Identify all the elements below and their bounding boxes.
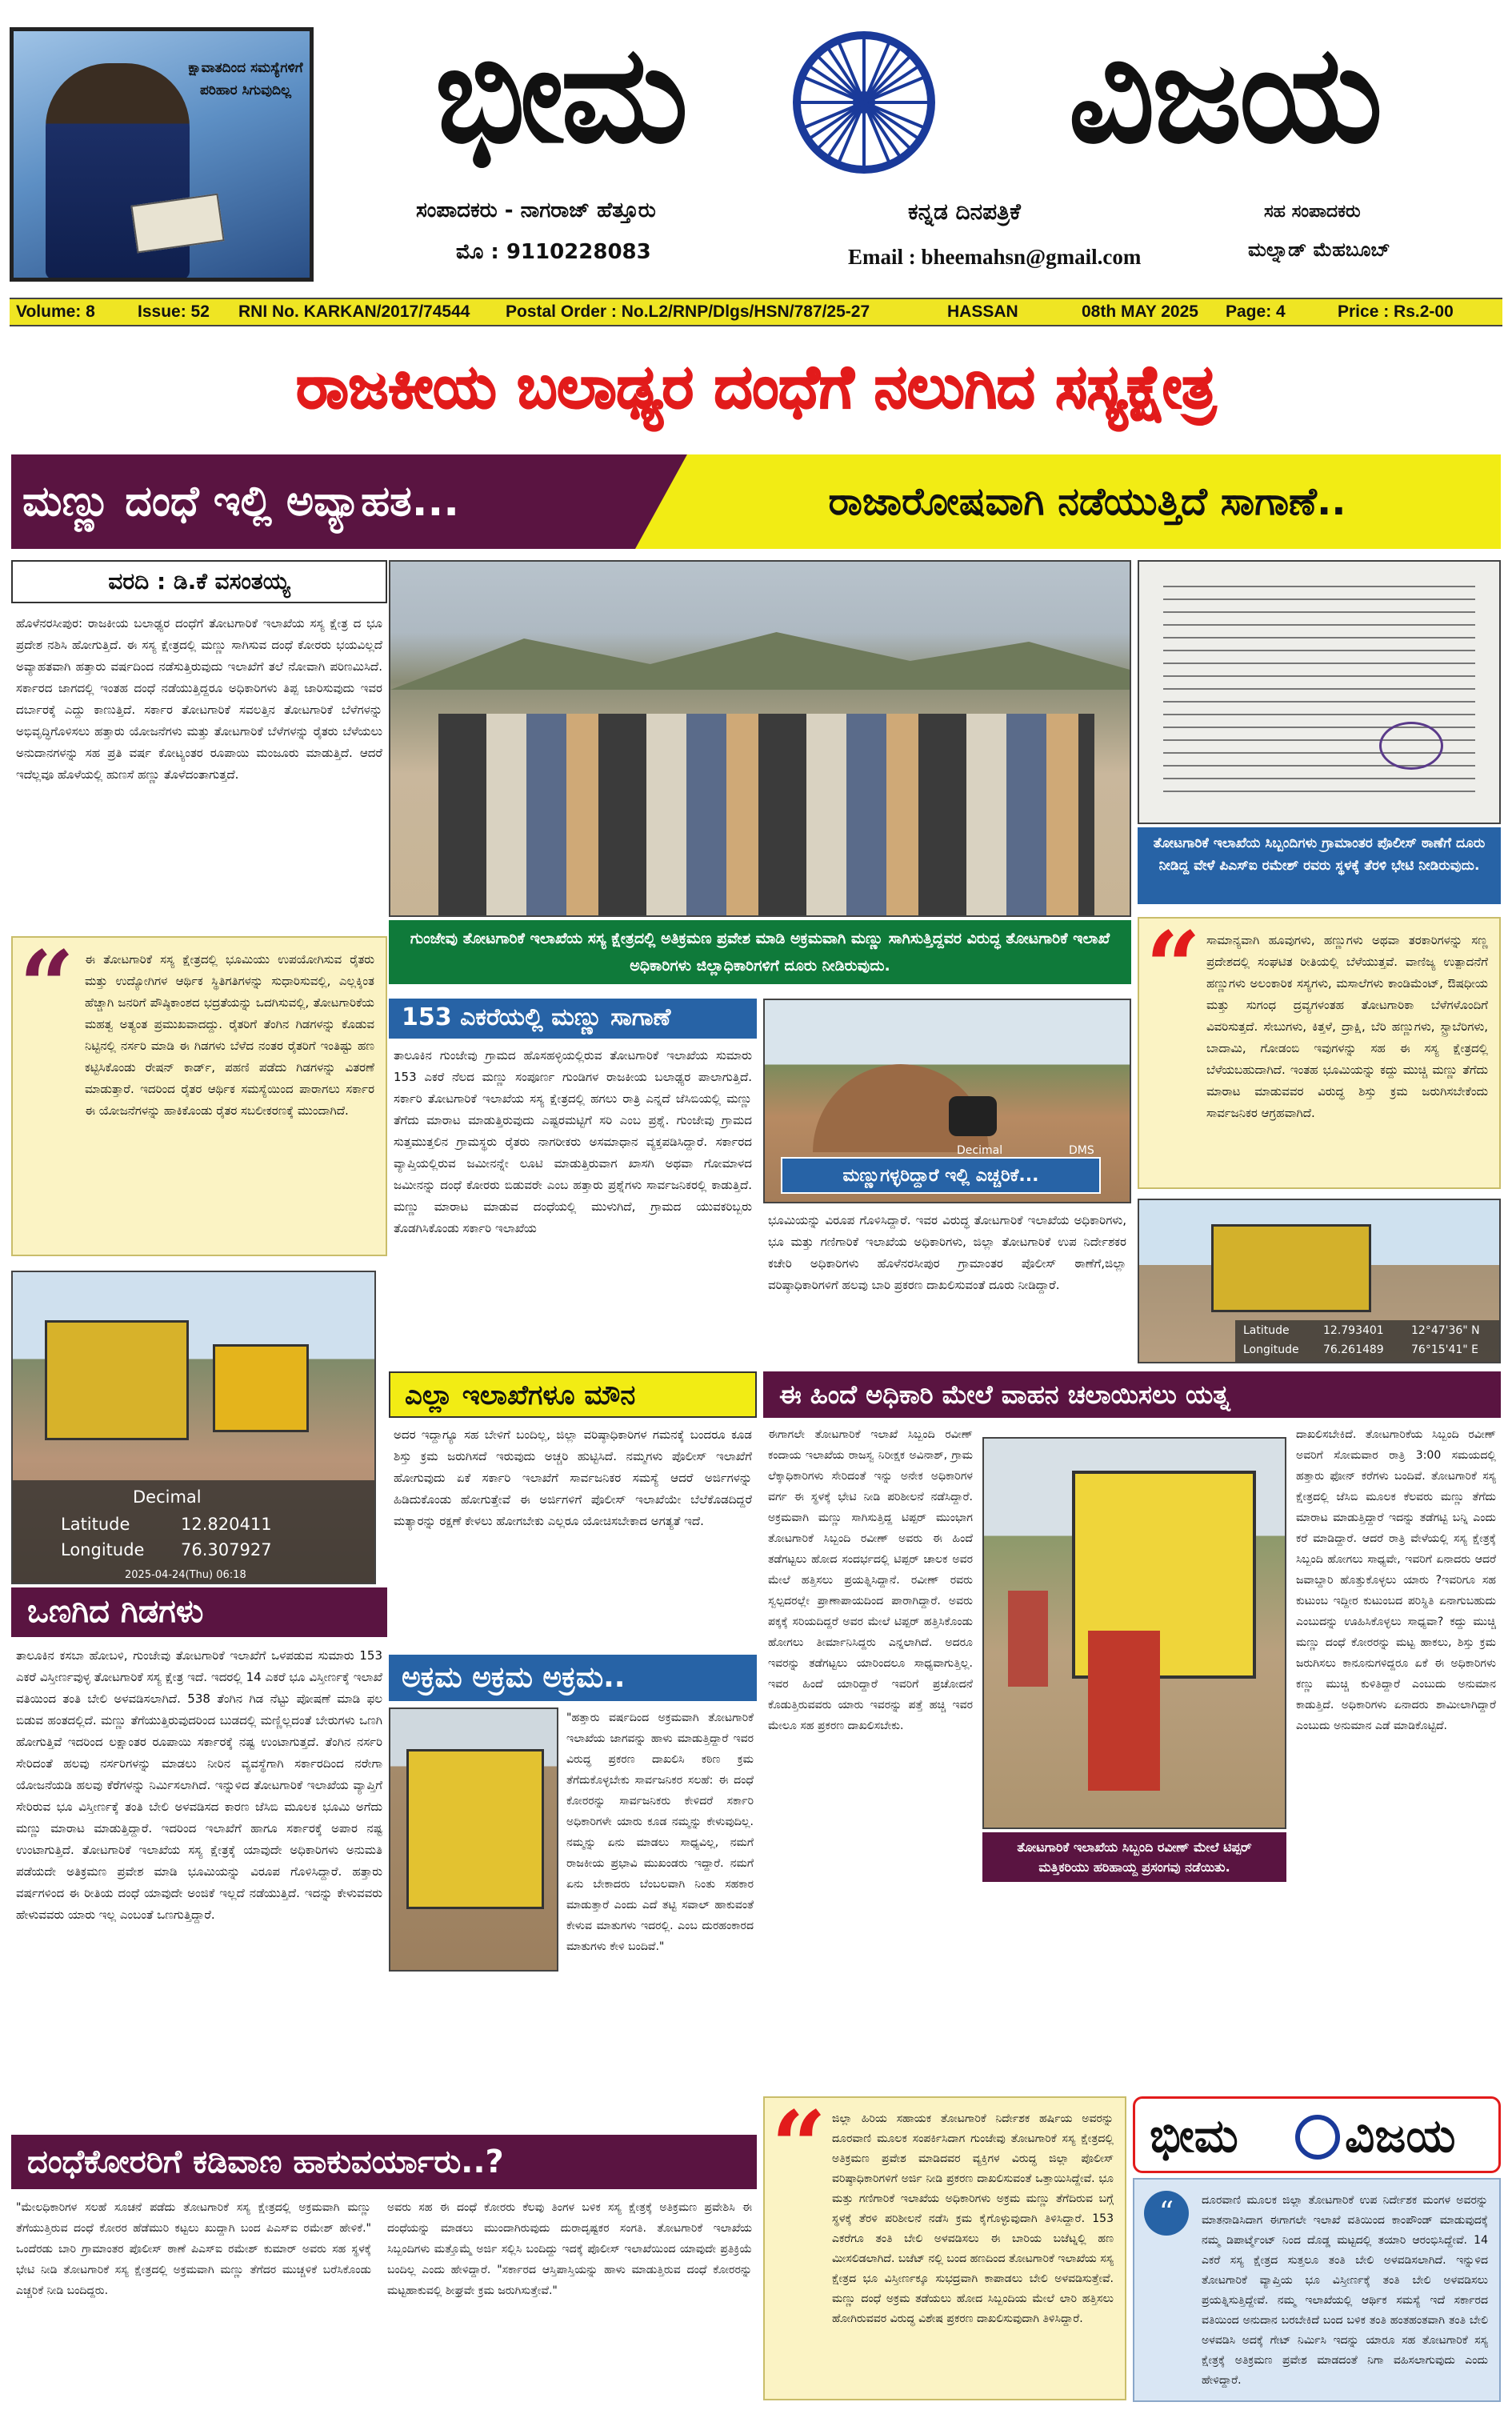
photo-hills-shape [390,626,1131,690]
akrama-heading: ಅಕ್ರಮ ಅಕ್ರಮ ಅಕ್ರಮ.. [389,1655,757,1701]
mid-gps-dms: DMS [1069,1144,1094,1157]
banner-right-text: ರಾಜಾರೋಷವಾಗಿ ನಡೆಯುತ್ತಿದೆ ಸಾಗಾಣೆ.. [828,479,1346,524]
photo-truck-shape [45,1320,189,1440]
ogida-heading: ಒಣಗಿದ ಗಿಡಗಳು [11,1587,387,1637]
paper-type: ಕನ್ನಡ ದಿನಪತ್ರಿಕೆ [908,198,1021,225]
right-gps-lon-label: Longitude [1243,1343,1299,1356]
issue: Issue: 52 [138,302,210,321]
city: HASSAN [947,302,1018,321]
logo-quote-text: ದೂರವಾಣಿ ಮೂಲಕ ಜಿಲ್ಲಾ ತೋಟಗಾರಿಕೆ ಉಪ ನಿರ್ದೇಶಕ ಮಂಗಳ ಅವರನ್ನು ಮಾತನಾಡಿಸಿದಾಗ ಈಗಾಗಲೇ ಇಲಾಖೆ ವತಿಯಿಂದ ಕಾಂಪೌಂಡ್ ಮಾಡುವುದಕ್ಕೆ ನಮ್ಮ ಡಿಪಾರ್ಟ್ಮೆಂಟ್ ನಿಂದ ದೊಡ್ಡ ಮಟ್ಟದಲ್ಲಿ ತಯಾರಿ ಆರಂಭಿಸಿದ್ದೇವೆ. 14 ಎಕರೆ ಸಸ್ಯ ಕ್ಷೇತ್ರದ ಸುತ್ತಲೂ ತಂತಿ ಬೇಲಿ ಅಳವಡಿಸಲಾಗಿದೆ. ಇನ್ನುಳಿದ ತೋಟಗಾರಿಕೆ ವ್ಯಾಪ್ತಿಯ ಭೂ ವಿಸ್ತೀರ್ಣಕ್ಕೆ ತಂತಿ ಬೇಲಿ ಅಳವಡಿಸಲು ಪ್ರಯತ್ನಿಸುತ್ತಿದ್ದೇವೆ. ನಮ್ಮ ಇಲಾಖೆಯಲ್ಲಿ ಆರ್ಥಿಕ ಸಮಸ್ಯೆ ಇದೆ ಸರ್ಕಾರದ ವತಿಯಿಂದ ಅನುದಾನ ಬರಬೇಕಿದೆ ಬಂದ ಬಳಿಕ ತಂತಿ ಹಂತಹಂತವಾಗಿ ತಂತಿ ಬೇಲಿ ಅಳವಡಿಸಿ ಅದಕ್ಕೆ ಗೇಟ್ ನಿರ್ಮಿಸಿ ಇದನ್ನು ಯಾರೂ ಸಹ ತೋಟಗಾರಿಕೆ ಸಸ್ಯ ಕ್ಷೇತ್ರಕ್ಕೆ ಅತಿಕ್ರಮಣ ಪ್ರವೇಶ ಮಾಡದಂತೆ ನಿಗಾ ವಹಿಸಲಾಗುವುದು ಎಂದು ಹೇಳಿದ್ದಾರೆ. [1202,2194,1488,2387]
issue-date: 08th MAY 2025 [1082,302,1198,321]
right-gps-lat-dms: 12°47'36" N [1411,1324,1480,1337]
masthead-title-left: ಭೀಮ [434,16,686,173]
byline [11,560,387,603]
right-truck-shape [1211,1224,1371,1312]
gps-decimal-label: Decimal [133,1487,202,1507]
right-gps-truck-photo [1138,1199,1501,1363]
photo-jcb-shape [213,1344,309,1432]
right-quote-text: ಸಾಮಾನ್ಯವಾಗಿ ಹೂವುಗಳು, ಹಣ್ಣುಗಳು ಅಥವಾ ತರಕಾರಿಗಳನ್ನು ಸಣ್ಣ ಪ್ರದೇಶದಲ್ಲಿ ಸಂಘಟಿತ ರೀತಿಯಲ್ಲಿ ಬೆಳೆಯುತ್ತವೆ. ವಾಣಿಜ್ಯ ಉತ್ಪಾದನೆಗೆ ಹಣ್ಣುಗಳು ಅಲಂಕಾರಿಕ ಸಸ್ಯಗಳು, ಮಸಾಲೆಗಳು ಕಾಂಡಿಮೆಂಟ್, ಔಷಧೀಯ ಮತ್ತು ಸುಗಂಧ ದ್ರವ್ಯಗಳಂತಹ ತೋಟಗಾರಿಕಾ ಬೆಳೆಗಳೊಂದಿಗೆ ವಿವರಿಸುತ್ತದೆ. ಸೇಬುಗಳು, ಕಿತ್ತಳೆ, ದ್ರಾಕ್ಷಿ, ಬೆರಿ ಹಣ್ಣುಗಳು, ಸ್ಟ್ರಾಬೆರಿಗಳು, ಬಾದಾಮಿ, ಗೋಡಂಬಿ ಇವುಗಳನ್ನು ಸಹ ಈ ಸಸ್ಯ ಕ್ಷೇತ್ರದಲ್ಲಿ ಬೆಳೆಯಬಹುದಾಗಿದೆ. ಇಂತಹ ಭೂಮಿಯನ್ನು ಕದ್ದು ಮುಚ್ಚಿ ಮಣ್ಣು ತೆಗೆದು ಮಾರಾಟ ಮಾಡುವವರ ವಿರುದ್ಧ ಶಿಸ್ತು ಕ್ರಮ ಜರುಗಿಸಬೇಕೆಂದು ಸಾರ್ವಜನಿಕರ ಆಗ್ರಹವಾಗಿದೆ. [1206,933,1488,1120]
gps-lon-label: Longitude [61,1540,145,1559]
postal-order: Postal Order : No.L2/RNP/Dlgs/HSN/787/25-27 [506,302,870,321]
masthead-title-right: ವಿಜಯ [1068,16,1380,173]
co-editor-label: ಸಹ ಸಂಪಾದಕರು [1264,202,1361,222]
section153-text: ತಾಲೂಕಿನ ಗುಂಜೇವು ಗ್ರಾಮದ ಹೊಸಹಳ್ಳಿಯಲ್ಲಿರುವ ತೋಟಗಾರಿಕೆ ಇಲಾಖೆಯ ಸುಮಾರು 153 ಎಕರೆ ನೆಲದ ಮಣ್ಣು ಸಂಪೂರ್ಣ ಗುಂಡಿಗಳ ರಾಜಕೀಯ ಬಲಾಢ್ಯರ ಪಾಲಾಗುತ್ತಿದೆ. ಸರ್ಕಾರಿ ತೋಟಗಾರಿಕೆ ಇಲಾಖೆಯ ಸಸ್ಯ ಕ್ಷೇತ್ರದಲ್ಲಿ ಹಗಲು ರಾತ್ರಿ ಎನ್ನದೆ ಜೆಸಿಬಿಯಲ್ಲಿ ಮಣ್ಣು ತೆಗೆದು ಮಾರಾಟ ಮಾಡುತ್ತಿರುವುದು ಎಷ್ಟರಮಟ್ಟಿಗೆ ಸರಿ ಎಂಬ ಪ್ರಶ್ನೆ. ಗುಂಜೇವು ಗ್ರಾಮದ ಸುತ್ತಮುತ್ತಲಿನ ಗ್ರಾಮಸ್ಥರು ರೈತರು ನಾಗರೀಕರು ಅಸಮಾಧಾನ ವ್ಯಕ್ತಪಡಿಸಿದ್ದಾರೆ. ಸರ್ಕಾರದ ವ್ಯಾಪ್ತಿಯಲ್ಲಿರುವ ಜಮೀನನ್ನೇ ಲೂಟಿ ಮಾಡುತ್ತಿರುವಾಗ ಖಾಸಗಿ ಅಥವಾ ಗೋಮಾಳದ ಜಮೀನನ್ನು ದಂಧೆ ಕೋರರು ಬಿಡುವರೇ ಎಂಬ ಹತ್ತಾರು ಪ್ರಶ್ನೆಗಳು ಸಾರ್ವಜನಿಕರಲ್ಲಿ ಕಾಡುತ್ತಿದೆ. ಮಣ್ಣು ಮಾರಾಟ ಮಾಡುವ ದಂಧೆಯಲ್ಲಿ ಮುಳುಗಿದೆ, ಗ್ರಾಮದ ಯುವಕರಿಬ್ಬರು ತೊಡಗಿಸಿಕೊಂಡು ಸರ್ಕಾರಿ ಇಲಾಖೆಯ [394,1048,752,1235]
gps-lat-value: 12.820411 [181,1515,272,1534]
right-gps-lat: 12.793401 [1323,1324,1384,1337]
editor-phone: ಮೊ : 9110228083 [456,240,651,264]
ambedkar-portrait [10,27,314,282]
col1-quote-text: ಈ ತೋಟಗಾರಿಕೆ ಸಸ್ಯ ಕ್ಷೇತ್ರದಲ್ಲಿ ಭೂಮಿಯು ಉಪಯೋಗಿಸುವ ರೈತರು ಮತ್ತು ಉದ್ಯೋಗಿಗಳ ಆರ್ಥಿಕ ಸ್ಥಿತಿಗತಿಗಳನ್ನು ಸುಧಾರಿಸುವಲ್ಲಿ, ಎಲ್ಲಕ್ಕಿಂತ ಹೆಚ್ಚಾಗಿ ಜನರಿಗೆ ಪೌಷ್ಠಿಕಾಂಶದ ಭದ್ರತೆಯನ್ನು ಒದಗಿಸುವಲ್ಲಿ, ತೋಟಗಾರಿಕೆಯ ಮಹತ್ವ ಅತ್ಯಂತ ಪ್ರಮುಖವಾದದ್ದು. ರೈತರಿಗೆ ತೆಂಗಿನ ಗಿಡಗಳನ್ನು ಕೊಡುವ ನಿಟ್ಟಿನಲ್ಲಿ ನರ್ಸರಿ ಮಾಡಿ ಈ ಗಿಡಗಳು ಬೆಳೆದ ನಂತರ ರೈತರಿಗೆ ಇಂತಿಷ್ಟು ಹಣ ಕಟ್ಟಿಸಿಕೊಂಡು ರೇಷನ್ ಕಾರ್ಡ್, ಪಹಣಿ ಪಡೆದು ಗಿಡಗಳನ್ನು ವಿತರಣೆ ಮಾಡುತ್ತಾರೆ. ಇದರಿಂದ ರೈತರ ಆರ್ಥಿಕ ಸಮಸ್ಯೆಯಿಂದ ಪಾರಾಗಲು ಸರ್ಕಾರ ಈ ಯೋಜನೆಗಳನ್ನು ಹಾಕಿಕೊಂಡು ರೈತರ ಸಬಲೀಕರಣಕ್ಕೆ ಮುಂದಾಗಿದೆ. [85,952,374,1118]
document-photo-caption: ತೋಟಗಾರಿಕೆ ಇಲಾಖೆಯ ಸಿಬ್ಬಂದಿಗಳು ಗ್ರಾಮಾಂತರ ಪೊಲೀಸ್ ಠಾಣೆಗೆ ದೂರು ನೀಡಿದ್ದ ವೇಳೆ ಪಿಎಸ್‌ಐ ರಮೇಶ್ ರವರು ಸ್ಥಳಕ್ಕೆ ತೆರಳಿ ಭೇಟಿ ನೀಡಿರುವುದು. [1138,827,1501,904]
price: Price : Rs.2-00 [1338,302,1454,321]
logo-quote-box [1133,2178,1501,2402]
chat-quote-icon: “ [1144,2191,1189,2236]
truck-confrontation-photo [982,1437,1286,1829]
right-gps-lon-dms: 76°15'41" E [1411,1343,1479,1356]
bottom-quote-text: ಜಿಲ್ಲಾ ಹಿರಿಯ ಸಹಾಯಕ ತೋಟಗಾರಿಕೆ ನಿರ್ದೇಶಕ ಹರ್ಷಿಯ ಅವರನ್ನು ದೂರವಾಣಿ ಮೂಲಕ ಸಂಪರ್ಕಿಸಿದಾಗ ಗುಂಜೇವು ತೋಟಗಾರಿಕೆ ಸಸ್ಯ ಕ್ಷೇತ್ರದಲ್ಲಿ ಅತಿಕ್ರಮಣ ಪ್ರವೇಶ ಮಾಡಿದವರ ವ್ಯಕ್ತಿಗಳ ವಿರುದ್ಧ ಜಿಲ್ಲಾ ಪೊಲೀಸ್ ವರಿಷ್ಠಾಧಿಕಾರಿಗಳಿಗೆ ಅರ್ಜಿ ನೀಡಿ ಪ್ರಕರಣ ದಾಖಲಿಸುವಂತೆ ಒತ್ತಾಯಿಸಿದ್ದೇವೆ. ಭೂ ಮತ್ತು ಗಣಿಗಾರಿಕೆ ಇಲಾಖೆಯ ಅಧಿಕಾರಿಗಳು ಅಕ್ರಮ ಮಣ್ಣು ತೆಗೆದಿರುವ ಬಗ್ಗೆ ಸ್ಥಳಕ್ಕೆ ತೆರಳಿ ಪರಿಶೀಲನೆ ನಡೆಸಿ ಕ್ರಮ ಕೈಗೊಳ್ಳುವುದಾಗಿ ತಿಳಿಸಿದ್ದಾರೆ. 153 ಎಕರೆಗೂ ತಂತಿ ಬೇಲಿ ಅಳವಡಿಸಲು ಈ ಬಾರಿಯ ಬಜೆಟ್ನಲ್ಲಿ ಹಣ ಮೀಸಲಿಡಲಾಗಿದೆ. ಬಜೆಟ್ ನಲ್ಲಿ ಬಂದ ಹಣದಿಂದ ತೋಟಗಾರಿಕೆ ಇಲಾಖೆಯ ಸಸ್ಯ ಕ್ಷೇತ್ರದ ಭೂ ವಿಸ್ತೀರ್ಣಕ್ಕೂ ಸುಭದ್ರವಾಗಿ ಕಾಪಾಡಲು ಬೇಲಿ ಅಳವಡಿಸುತ್ತೇವೆ. ಮಣ್ಣು ದಂಧೆ ಅಕ್ರಮ ತಡೆಯಲು ಹೋದ ಸಿಬ್ಬಂದಿಯ ಮೇಲೆ ಲಾರಿ ಹತ್ತಿಸಲು ಹೋಗಿರುವವರ ವಿರುದ್ಧ ವಿಶೇಷ ಪ್ರಕರಣ ದಾಖಲಿಸುವುದಾಗಿ ತಿಳಿಸಿದ್ದಾರೆ. [832,2112,1114,2325]
gps-lat-label: Latitude [61,1515,130,1534]
mid-right-text: ಭೂಮಿಯನ್ನು ವಿರೂಪ ಗೊಳಿಸಿದ್ದಾರೆ. ಇವರ ವಿರುದ್ಧ ತೋಟಗಾರಿಕೆ ಇಲಾಖೆಯ ಅಧಿಕಾರಿಗಳು, ಭೂ ಮತ್ತು ಗಣಿಗಾರಿಕೆ ಇಲಾಖೆಯ ಅಧಿಕಾರಿಗಳು, ಜಿಲ್ಲಾ ತೋಟಗಾರಿಕೆ ಉಪ ನಿರ್ದೇಶಕರ ಕಚೇರಿ ಅಧಿಕಾರಿಗಳು ಹೊಳೆನರಸೀಪುರ ಗ್ರಾಮಾಂತರ ಪೊಲೀಸ್ ಠಾಣೆಗೆ,ಜಿಲ್ಲಾ ವರಿಷ್ಠಾಧಿಕಾರಿಗಳಿಗೆ ಹಲವು ಬಾರಿ ಪ್ರಕರಣ ದಾಖಲಿಸುವಂತೆ ದೂರು ನೀಡಿದ್ದಾರೆ. [768,1213,1126,1292]
bottom-quote-box [763,2096,1126,2400]
document-lines [1163,586,1475,802]
photo-timestamp: 2025-04-24(Thu) 06:18 [125,1569,246,1581]
small-logo-right: ವಿಜಯ [1345,2108,1456,2163]
mid-gps-decimal: Decimal [957,1144,1003,1157]
right-gps-lat-label: Latitude [1243,1324,1290,1337]
hinde-text-right: ದಾಖಲಿಸಬೇಕಿದೆ. ತೋಟಗಾರಿಕೆಯ ಸಿಬ್ಬಂದಿ ರವೀಣ್ ಅವರಿಗೆ ಸೋಮವಾರ ರಾತ್ರಿ 3:00 ಸಮಯದಲ್ಲಿ ಹತ್ತಾರು ಫೋನ್ ಕರೆಗಳು ಬಂದಿವೆ. ತೋಟಗಾರಿಕೆ ಸಸ್ಯ ಕ್ಷೇತ್ರದಲ್ಲಿ ಜೆಸಿಬಿ ಮೂಲಕ ಕೆಲವರು ಮಣ್ಣು ತೆಗೆದು ಮಾರಾಟ ಮಾಡುತ್ತಿದ್ದಾರೆ ಇದನ್ನು ತಡೆಗಟ್ಟಿ ಬನ್ನಿ ಎಂದು ಕರೆ ಮಾಡಿದ್ದಾರೆ. ಆದರೆ ರಾತ್ರಿ ವೇಳೆಯಲ್ಲಿ ಸಸ್ಯ ಕ್ಷೇತ್ರಕ್ಕೆ ಸಿಬ್ಬಂದಿ ಹೋಗಲು ಸಾಧ್ಯವೇ, ಇವರಿಗೆ ಏನಾದರು ಆದರೆ ಜವಾಬ್ದಾರಿ ಹೊತ್ತುಕೊಳ್ಳಲು ಯಾರು ?ಇವರಿಗೂ ಸಹ ಕುಟುಂಬ ಇದ್ದೀರ ಕುಟುಂಬದ ಪರಿಸ್ಥಿತಿ ಏನಾಗುಬಹುದು ಎಂಬುದನ್ನು ಊಹಿಸಿಕೊಳ್ಳಲು ಸಾಧ್ಯವಾ? ಕದ್ದು ಮುಚ್ಚಿ ಮಣ್ಣು ದಂಧೆ ಕೋರರನ್ನು ಮಟ್ಟ ಹಾಕಲು, ಶಿಸ್ತು ಕ್ರಮ ಜರುಗಿಸಲು ಕಾನೂನುಗಳಿದ್ದರೂ ಏಕೆ ಈ ಅಧಿಕಾರಿಗಳು ಕಣ್ಣು ಮುಚ್ಚಿ ಕುಳಿತಿದ್ದಾರೆ ಎಂಬುದು ಅನುಮಾನ ಕಾಡುತ್ತಿದೆ. ಅಧಿಕಾರಿಗಳು ಏನಾದರು ಶಾಮೀಲಾಗಿದ್ದಾರೆ ಎಂಬುದು ಅನುಮಾನ ಎಡೆ ಮಾಡಿಕೊಟ್ಟಿದೆ. [1296,1428,1496,1732]
gps-overlay [13,1480,376,1584]
hinde-text-left: ಈಗಾಗಲೇ ತೋಟಗಾರಿಕೆ ಇಲಾಖೆ ಸಿಬ್ಬಂದಿ ರವೀಣ್ ಕಂದಾಯ ಇಲಾಖೆಯ ರಾಜಸ್ವ ನಿರೀಕ್ಷಕ ಅವಿನಾಶ್, ಗ್ರಾಮ ಲೆಕ್ಕಾಧಿಕಾರಿಗಳು ಸೇರಿದಂತೆ ಇನ್ನು ಅನೇಕ ಅಧಿಕಾರಿಗಳ ವರ್ಗ ಈ ಸ್ಥಳಕ್ಕೆ ಭೇಟಿ ನೀಡಿ ಪರಿಶೀಲನೆ ನಡೆಸಿದ್ದಾರೆ. ಅಕ್ರಮವಾಗಿ ಮಣ್ಣು ಸಾಗಿಸುತ್ತಿದ್ದ ಟಿಪ್ಪರ್ ಮುಂಭಾಗ ತೋಟಗಾರಿಕೆ ಸಿಬ್ಬಂದಿ ರವೀಣ್ ಅವರು ಈ ಹಿಂದೆ ತಡೆಗಟ್ಟಲು ಹೋದ ಸಂದರ್ಭದಲ್ಲಿ ಟಿಪ್ಪರ್ ಚಾಲಕ ಅವರ ಮೇಲೆ ಹತ್ತಿಸಲು ಪ್ರಯತ್ನಿಸಿದ್ದಾನೆ. ರವೀಣ್ ರವರು ಸ್ವಲ್ಪದರಲ್ಲೇ ಪ್ರಾಣಾಪಾಯದಿಂದ ಪಾರಾಗಿದ್ದಾರೆ. ಅವರು ಪಕ್ಕಕ್ಕೆ ಸರಿಯದಿದ್ದರೆ ಅವರ ಮೇಲೆ ಟಿಪ್ಪರ್ ಹತ್ತಿಸಿಕೊಂಡು ಹೋಗಲು ತೀರ್ಮಾನಿಸಿದ್ದರು ಎನ್ನಲಾಗಿದೆ. ಅದರೂ ಇವರನ್ನು ತಡೆಗಟ್ಟಲು ಯಾರಿಂದಲೂ ಸಾಧ್ಯವಾಗುತ್ತಿಲ್ಲ. ಇವರ ಹಿಂದೆ ಯಾರಿದ್ದಾರೆ ಇವರಿಗೆ ಪ್ರಚೋದನೆ ಕೊಡುತ್ತಿರುವವರು ಯಾರು ಇವರನ್ನು ಪತ್ತೆ ಹಚ್ಚಿ ಇವರ ಮೇಲೂ ಸಹ ಪ್ರಕರಣ ದಾಖಲಿಸಬೇಕು. [768,1428,973,1732]
col1-intro: ಹೊಳೆನರಸೀಪುರ: ರಾಜಕೀಯ ಬಲಾಢ್ಯರ ದಂಧೆಗೆ ತೋಟಗಾರಿಕೆ ಇಲಾಖೆಯ ಸಸ್ಯ ಕ್ಷೇತ್ರ ದ ಭೂ ಪ್ರದೇಶ ನಶಿಸಿ ಹೋಗುತ್ತಿದೆ. ಈ ಸಸ್ಯ ಕ್ಷೇತ್ರದಲ್ಲಿ ಮಣ್ಣು ಸಾಗಿಸುವ ದಂಧೆ ಕೋರರು ಭಯವಿಲ್ಲದೆ ಅವ್ಯಾಹತವಾಗಿ ಹತ್ತಾರು ವರ್ಷದಿಂದ ನಡೆಸುತ್ತಿರುವುದು ಇಲಾಖೆಗೆ ತಲೆ ನೋವಾಗಿ ಪರಿಣಮಿಸಿದೆ. ಸರ್ಕಾರದ ಜಾಗದಲ್ಲಿ ಇಂತಹ ದಂಧೆ ನಡೆಯುತ್ತಿದ್ದರೂ ಅಧಿಕಾರಿಗಳು ತಿಪ್ಪ ಜಾರಿಸುವುದು ಇವರ ದರ್ಬಾರಕ್ಕೆ ಎದ್ದು ಕಾಣುತ್ತಿದೆ. ಸರ್ಕಾರ ತೋಟಗಾರಿಕೆ ಸವಲತ್ತಿನ ತೋಟಗಾರಿಕೆ ಬೆಳೆಗಳನ್ನು ಅಭಿವೃದ್ಧಿಗೊಳಿಸಲು ಹತ್ತಾರು ಯೋಜನೆಗಳು ಮತ್ತು ತೋಟಗಾರಿಕೆ ಬೆಳೆಗಳನ್ನು ರೈತರು ಬೆಳೆಯಲು ಅನುದಾನಗಳನ್ನು ಸಹ ಪ್ರತಿ ವರ್ಷ ಕೋಟ್ಯಂತರ ರೂಪಾಯಿ ಮಂಜೂರು ಮಾಡುತ್ತಿದೆ. ಆದರೆ ಇದೆಲ್ಲವೂ ಹೊಳೆಯಲ್ಲಿ ಹುಣಸೆ ಹಣ್ಣು ತೊಳೆದಂತಾಗುತ್ತದೆ. [16,616,382,782]
photo-people-shape [438,714,1094,917]
ella-heading: ಎಲ್ಲಾ ಇಲಾಖೆಗಳೂ ಮೌನ [389,1371,757,1418]
ogida-text: ತಾಲೂಕಿನ ಕಸಬಾ ಹೋಬಳಿ, ಗುಂಜೇವು ತೋಟಗಾರಿಕೆ ಇಲಾಖೆಗೆ ಒಳಪಡುವ ಸುಮಾರು 153 ಎಕರೆ ವಿಸ್ತೀರ್ಣವುಳ್ಳ ತೋಟಗಾರಿಕೆ ಸಸ್ಯ ಕ್ಷೇತ್ರ ಇದೆ. ಇದರಲ್ಲಿ 14 ಎಕರೆ ಭೂ ವಿಸ್ತೀರ್ಣಕ್ಕೆ ಇಲಾಖೆ ವತಿಯಿಂದ ತಂತಿ ಬೇಲಿ ಅಳವಡಿಸಲಾಗಿದೆ. 538 ತೆಂಗಿನ ಗಿಡ ನೆಟ್ಟು ಪೋಷಣೆ ಮಾಡಿ ಫಲ ಬಿಡುವ ಹಂತದಲ್ಲಿದೆ. ಮಣ್ಣು ತೆಗೆಯುತ್ತಿರುವುದರಿಂದ ಬುಡದಲ್ಲಿ ಮಣ್ಣಿಲ್ಲದಂತೆ ಬೇರುಗಳು ಒಣಗಿ ಹೋಗುತ್ತಿವೆ ಇದರಿಂದ ಲಕ್ಷಾಂತರ ರೂಪಾಯಿ ಸರ್ಕಾರಕ್ಕೆ ನಷ್ಟ ಉಂಟಾಗುತ್ತದೆ. ತೆಂಗಿನ ನರ್ಸರಿ ಸೇರಿದಂತೆ ಹಲವು ನರ್ಸರಿಗಳನ್ನು ಮಾಡಲು ನೀರಿನ ವ್ಯವಸ್ಥೆಗಾಗಿ ಸರ್ಕಾರದಿಂದ ನರೇಗಾ ಯೋಜನೆಯಡಿ ಹಲವು ಕೆರೆಗಳನ್ನು ನಿರ್ಮಿಸಲಾಗಿದೆ. ಇನ್ನುಳಿದ ತೋಟಗಾರಿಕೆ ಇಲಾಖೆಯ ವ್ಯಾಪ್ತಿಗೆ ಸೇರಿರುವ ಭೂ ವಿಸ್ತೀರ್ಣಕ್ಕೆ ತಂತಿ ಬೇಲಿ ಅಳವಡಿಸದ ಕಾರಣ ಜೆಸಿಬಿ ಮೂಲಕ ಭೂಮಿ ಅಗೆದು ಮಣ್ಣು ಮಾರಾಟ ಮಾಡುತ್ತಿದ್ದಾರೆ. ಇದರಿಂದ ಇಲಾಖೆಗೆ ಹಾಗೂ ಸರ್ಕಾರಕ್ಕೆ ಅಪಾರ ನಷ್ಟ ಉಂಟಾಗುತ್ತಿದೆ. ತೋಟಗಾರಿಕೆ ಇಲಾಖೆಯ ಸಸ್ಯ ಕ್ಷೇತ್ರಕ್ಕೆ ಯಾವುದೇ ಅಧಿಕಾರಿಗಳು ಅನುಮತಿ ಪಡೆಯದೇ ಅತಿಕ್ರಮಣ ಪ್ರವೇಶ ಮಾಡಿ ಭೂಮಿಯನ್ನು ವಿರೂಪ ಗೊಳಿಸಿದ್ದಾರೆ. ಹತ್ತಾರು ವರ್ಷಗಳಿಂದ ಈ ರೀತಿಯ ದಂಧೆ ಯಾವುದೇ ಅಂಜಿಕೆ ಇಲ್ಲದೆ ನಡೆಯುತ್ತಿದೆ. ಇದನ್ನು ಕೇಳುವವರು ಹೇಳುವವರು ಯಾರು ಇಲ್ಲ ಎಂಬಂತೆ ಒಣಗುತ್ತಿದ್ದಾರೆ. [16,1648,382,1922]
akrama-truck-shape [406,1749,544,1909]
right-quote-mark-icon: “ [1146,917,1202,1023]
mid-photo-caption: ಮಣ್ಣುಗಳ್ಳರಿದ್ದಾರೆ ಇಲ್ಲಿ ಎಚ್ಚರಿಕೆ... [781,1157,1101,1194]
bottom-text-right: ಅವರು ಸಹ ಈ ದಂಧೆ ಕೋರರು ಕೆಲವು ತಿಂಗಳ ಬಳಿಕ ಸಸ್ಯ ಕ್ಷೇತ್ರಕ್ಕೆ ಅತಿಕ್ರಮಣ ಪ್ರವೇಶಿಸಿ ಈ ದಂಧೆಯನ್ನು ಮಾಡಲು ಮುಂದಾಗಿರುವುದು ದುರಾದೃಷ್ಟಕರ ಸಂಗತಿ. ತೋಟಗಾರಿಕೆ ಇಲಾಖೆಯ ಸಿಬ್ಬಂದಿಗಳು ಮತ್ತೊಮ್ಮೆ ಅರ್ಜಿ ಸಲ್ಲಿಸಿ ಬಂದಿದ್ದು ಇದಕ್ಕೆ ಪೊಲೀಸ್ ಇಲಾಖೆಯಿಂದ ಯಾವುದೇ ಪ್ರತಿಕ್ರಿಯೆ ಬಂದಿಲ್ಲ ಎಂದು ಹೇಳಿದ್ದಾರೆ. "ಸರ್ಕಾರದ ಆಸ್ತಿಪಾಸ್ತಿಯನ್ನು ಹಾಳು ಮಾಡುತ್ತಿರುವ ದಂಧೆ ಕೋರರನ್ನು ಮಟ್ಟಹಾಕುವಲ್ಲಿ ಶೀಘ್ರವೇ ಕ್ರಮ ಜರುಗಿಸುತ್ತೇವೆ." [387,2201,752,2297]
document-stamp-icon [1379,722,1443,770]
person-shape [1088,1631,1160,1791]
paper-email[interactable]: Email : bheemahsn@gmail.com [848,245,1142,269]
hinde-heading: ಈ ಹಿಂದೆ ಅಧಿಕಾರಿ ಮೇಲೆ ವಾಹನ ಚಲಾಯಿಸಲು ಯತ್ನ [763,1371,1501,1418]
page-number: Page: 4 [1226,302,1286,321]
motorbike-icon [949,1096,997,1136]
co-editor-name: ಮಲ್ನಾಡ್ ಮೆಹಬೂಬ್ [1248,238,1390,261]
byline-text: ವರದಿ : ಡಿ.ಕೆ ವಸಂತಯ್ಯ [108,568,290,594]
bottom-quote-mark-icon: “ [771,2096,827,2203]
portrait-quote: ಕ್ಷಾವಾತದಿಂದ ಸಮಸ್ಯೆಗಳಿಗೆ ಪರಿಹಾರ ಸಿಗುವುದಿಲ್ಲ [188,60,303,98]
col1-quote-box [11,936,387,1256]
complaint-document-photo [1138,560,1501,824]
small-logo [1133,2096,1501,2173]
bottom-text-left: "ಮೇಲಧಿಕಾರಿಗಳ ಸಲಹೆ ಸೂಚನೆ ಪಡೆದು ತೋಟಗಾರಿಕೆ ಸಸ್ಯ ಕ್ಷೇತ್ರದಲ್ಲಿ ಅಕ್ರಮವಾಗಿ ಮಣ್ಣು ತೆಗೆಯುತ್ತಿರುವ ದಂಧೆ ಕೋರರ ಹೆಡೆಮುರಿ ಕಟ್ಟಲು ಖುದ್ದಾಗಿ ಬಂದ ಪಿಎಸ್ಐ ರಮೇಶ್ ಹೇಳಿಕೆ." ಒಂದೆರಡು ಬಾರಿ ಗ್ರಾಮಾಂತರ ಪೊಲೀಸ್ ಠಾಣೆ ಪಿಎಸ್ಐ ರಮೇಶ್ ಕುಮಾರ್ ಅವರು ಸಹ ಸ್ಥಳಕ್ಕೆ ಭೇಟಿ ನೀಡಿ ತೋಟಗಾರಿಕೆ ಸಸ್ಯ ಕ್ಷೇತ್ರದಲ್ಲಿ ಅಕ್ರಮವಾಗಿ ಮಣ್ಣು ತೆಗೆದರ ಮುಚ್ಚಳಿಕೆ ಬರೆಸಿಕೊಂಡು ಎಚ್ಚರಿಕೆ ನೀಡಿ ಬಂದಿದ್ದರು. [16,2201,371,2297]
truck-photo-caption: ತೋಟಗಾರಿಕೆ ಇಲಾಖೆಯ ಸಿಬ್ಬಂದಿ ರವೀಣ್ ಮೇಲೆ ಟಿಪ್ಪರ್ ಮತ್ತಿಕರಿಯು ಹರಿಹಾಯ್ದ ಪ್ರಸಂಗವು ನಡೆಯಿತು. [982,1832,1286,1882]
small-logo-chakra-icon [1295,2115,1340,2160]
col1-photo-truck [11,1271,376,1584]
right-gps-lon: 76.261489 [1323,1343,1384,1356]
small-logo-left: ಭೀಮ [1150,2108,1238,2163]
quote-mark-icon: “ [19,936,75,1043]
right-gps-overlay [1235,1320,1501,1363]
main-photo-officials [389,560,1131,917]
ashoka-chakra-icon [792,30,936,174]
main-headline: ರಾಜಕೀಯ ಬಲಾಢ್ಯರ ದಂಧೆಗೆ ನಲುಗಿದ ಸಸ್ಯಕ್ಷೇತ್ರ [296,353,1216,422]
main-photo-caption: ಗುಂಜೇವು ತೋಟಗಾರಿಕೆ ಇಲಾಖೆಯ ಸಸ್ಯ ಕ್ಷೇತ್ರದಲ್ಲಿ ಅತಿಕ್ರಮಣ ಪ್ರವೇಶ ಮಾಡಿ ಅಕ್ರಮವಾಗಿ ಮಣ್ಣು ಸಾಗಿಸುತ್ತಿದ್ದವರ ವಿರುದ್ಧ ತೋಟಗಾರಿಕೆ ಇಲಾಖೆ ಅಧಿಕಾರಿಗಳು ಜಿಲ್ಲಾಧಿಕಾರಿಗಳಿಗೆ ದೂರು ನೀಡಿರುವುದು. [389,920,1131,984]
volume: Volume: 8 [16,302,95,321]
banner [11,454,1501,549]
gps-lon-value: 76.307927 [181,1540,272,1559]
banner-left-text: ಮಣ್ಣು ದಂಧೆ ಇಲ್ಲಿ ಅವ್ಯಾಹತ... [22,478,459,526]
person-left-shape [1008,1591,1048,1687]
info-bar [10,298,1502,326]
right-quote-box [1138,917,1501,1189]
bottom-heading: ದಂಧೆಕೋರರಿಗೆ ಕಡಿವಾಣ ಹಾಕುವರ್ಯಾರು..? [11,2135,757,2189]
akrama-text: "ಹತ್ತಾರು ವರ್ಷದಿಂದ ಅಕ್ರಮವಾಗಿ ತೋಟಗಾರಿಕೆ ಇಲಾಖೆಯ ಜಾಗವನ್ನು ಹಾಳು ಮಾಡುತ್ತಿದ್ದಾರೆ ಇವರ ವಿರುದ್ಧ ಪ್ರಕರಣ ದಾಖಲಿಸಿ ಕಠಿಣ ಕ್ರಮ ತೆಗೆದುಕೊಳ್ಳಬೇಕು ಸಾರ್ವಜನಿಕರ ಸಲಹೆ: ಈ ದಂಧೆ ಕೋರರನ್ನು ಸಾರ್ವಜನಿಕರು ಕೇಳಿದರೆ ಸರ್ಕಾರಿ ಅಧಿಕಾರಿಗಳೇ ಯಾರು ಕೂಡ ನಮ್ಮನ್ನು ಕೇಳುವುದಿಲ್ಲ. ನಮ್ಮನ್ನು ಏನು ಮಾಡಲು ಸಾಧ್ಯವಿಲ್ಲ, ನಮಗೆ ರಾಜಕೀಯ ಪ್ರಭಾವಿ ಮುಖಂಡರು ಇದ್ದಾರೆ. ನಮಗೆ ಏನು ಬೇಕಾದರು ಬೆಂಬಲವಾಗಿ ನಿಂತು ಸಹಕಾರ ಮಾಡುತ್ತಾರೆ ಎಂದು ಎದೆ ತಟ್ಟಿ ಸವಾಲ್ ಹಾಕುವಂತೆ ಕೇಳುವ ಮಾತುಗಳು ಇದರಲ್ಲಿ. ಎಂಬ ದುರಹಂಕಾರದ ಮಾತುಗಳು ಕೇಳಿ ಬಂದಿವೆ." [566,1711,754,1953]
editor-name: ಸಂಪಾದಕರು - ನಾಗರಾಜ್ ಹೆತ್ತೂರು [416,198,656,222]
akrama-truck-photo [389,1707,558,1972]
masthead [0,0,1512,298]
ella-text: ಅದರ ಇದ್ದಾಗ್ಯೂ ಸಹ ಬೇಳಿಗೆ ಬಂದಿಲ್ಲ, ಜಿಲ್ಲಾ ವರಿಷ್ಠಾಧಿಕಾರಿಗಳ ಗಮನಕ್ಕೆ ಬಂದರೂ ಕೂಡ ಶಿಸ್ತು ಕ್ರಮ ಜರುಗಿಸದೆ ಇರುವುದು ಅಚ್ಚರಿ ಹುಟ್ಟಿಸಿದೆ. ನಮ್ಮಗಳು ಪೊಲೀಸ್ ಇಲಾಖೆಗೆ ಹೋಗುವುದು ಏಕೆ ಸರ್ಕಾರಿ ಇಲಾಖೆಗೆ ಸಾರ್ವಜನಿಕರ ಸಮಸ್ಯೆ ಆದರೆ ಅರ್ಜಿಗಳನ್ನು ಹಿಡಿದುಕೊಂಡು ಹೋಗುತ್ತೇವೆ ಈ ಅರ್ಜಿಗಳಿಗೆ ಪೊಲೀಸ್ ಇಲಾಖೆಯೇ ಬೆಲೆಕೊಡದಿದ್ದರೆ ಮತ್ಯಾರನ್ನು ರಕ್ಷಣೆ ಕೇಳಲು ಹೋಗಬೇಕು ಎಲ್ಲರೂ ಯೋಚಿಸಬೇಕಾದ ಅಗತ್ಯತೆ ಇದೆ. [394,1427,752,1528]
rni: RNI No. KARKAN/2017/74544 [238,302,470,321]
mid-photo-mound [763,999,1131,1203]
section153-heading: 153 ಎಕರೆಯಲ್ಲಿ ಮಣ್ಣು ಸಾಗಾಣೆ [389,999,757,1039]
